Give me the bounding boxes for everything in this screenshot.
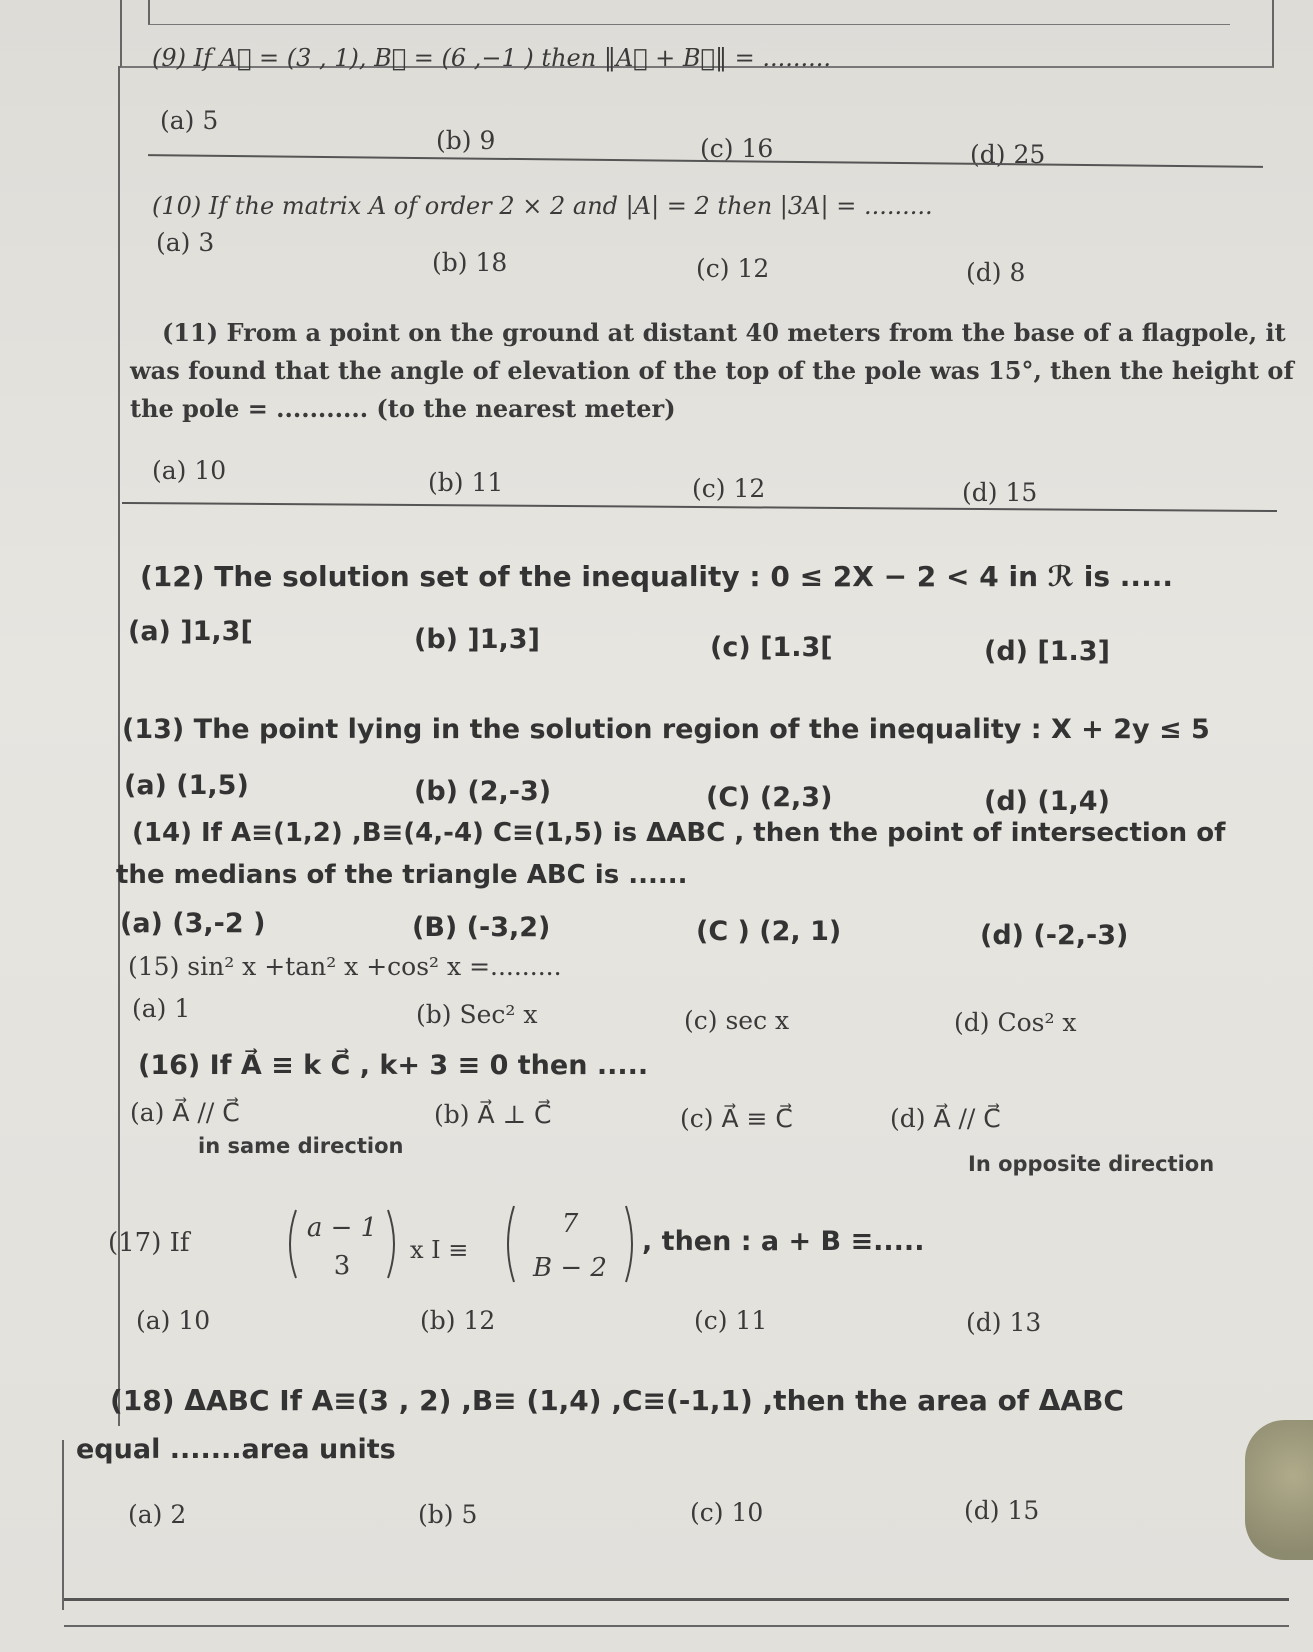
- q17-right-matrix-bottom: B − 2: [533, 1253, 607, 1283]
- q16-option-d[interactable]: (d) A⃗ // C⃗: [890, 1104, 1001, 1133]
- q9-option-a[interactable]: (a) 5: [160, 106, 219, 135]
- q14-option-c[interactable]: (C ) (2, 1): [696, 916, 842, 947]
- question-17-label: (17) If: [108, 1228, 190, 1258]
- q17-option-a[interactable]: (a) 10: [136, 1306, 211, 1335]
- bottom-border-inner: [64, 1625, 1289, 1627]
- q17-left-matrix-bottom: 3: [333, 1251, 351, 1281]
- q17-tail: , then : a + B ≡.....: [642, 1226, 925, 1257]
- q16-option-c[interactable]: (c) A⃗ ≡ C⃗: [680, 1104, 793, 1133]
- question-11-line-2: was found that the angle of elevation of the top of the pole was 15°, then the height of: [130, 356, 1294, 385]
- q11-option-b[interactable]: (b) 11: [428, 468, 504, 497]
- q15-option-c[interactable]: (c) sec x: [684, 1006, 790, 1035]
- q15-option-b[interactable]: (b) Sec² x: [416, 1000, 538, 1029]
- q16-option-b[interactable]: (b) A⃗ ⊥ C⃗: [434, 1100, 552, 1129]
- left-border-lower: [62, 1440, 64, 1610]
- q13-option-a[interactable]: (a) (1,5): [124, 770, 249, 801]
- q11-option-d[interactable]: (d) 15: [962, 478, 1038, 507]
- q18-option-d[interactable]: (d) 15: [964, 1496, 1040, 1525]
- q11-option-a[interactable]: (a) 10: [152, 456, 227, 485]
- q13-option-d[interactable]: (d) (1,4): [984, 786, 1110, 817]
- q11-option-c[interactable]: (c) 12: [692, 474, 766, 503]
- q13-option-b[interactable]: (b) (2,-3): [414, 776, 552, 807]
- q17-right-matrix: [500, 1200, 640, 1288]
- q12-option-b[interactable]: (b) ]1,3]: [414, 624, 540, 655]
- q15-option-a[interactable]: (a) 1: [132, 994, 191, 1023]
- q14-option-a[interactable]: (a) (3,-2 ): [120, 908, 266, 939]
- q9-option-b[interactable]: (b) 9: [436, 126, 496, 155]
- q16-option-a[interactable]: (a) A⃗ // C⃗: [130, 1098, 240, 1127]
- q14-option-b[interactable]: (B) (-3,2): [412, 912, 551, 943]
- q13-option-c[interactable]: (C) (2,3): [706, 782, 833, 813]
- question-14-line-1: (14) If A≡(1,2) ,B≡(4,-4) C≡(1,5) is ΔABC , then the point of intersection of: [132, 818, 1226, 848]
- q12-option-a[interactable]: (a) ]1,3[: [128, 616, 253, 647]
- q17-option-c[interactable]: (c) 11: [694, 1306, 768, 1335]
- q15-option-d[interactable]: (d) Cos² x: [954, 1008, 1077, 1037]
- question-14-line-2: the medians of the triangle ABC is ......: [116, 860, 688, 890]
- left-border: [118, 66, 120, 1426]
- q18-option-a[interactable]: (a) 2: [128, 1500, 187, 1529]
- question-11-line-3: the pole = ........... (to the nearest meter): [130, 394, 676, 423]
- q10-option-a[interactable]: (a) 3: [156, 228, 215, 257]
- question-11-line-1: (11) From a point on the ground at distant 40 meters from the base of a flagpole, it: [162, 318, 1286, 347]
- q10-option-b[interactable]: (b) 18: [432, 248, 508, 277]
- q10-option-c[interactable]: (c) 12: [696, 254, 770, 283]
- question-9: (9) If A⃗ = (3 , 1), B⃗ = (6 ,−1 ) then ‖A⃗ + B⃗‖ = .........: [152, 44, 831, 72]
- question-16: (16) If A⃗ ≡ k C⃗ , k+ 3 ≡ 0 then .....: [138, 1050, 649, 1081]
- thumb-in-frame: [1245, 1420, 1313, 1560]
- q16-option-d-note: In opposite direction: [968, 1152, 1215, 1176]
- q10-option-d[interactable]: (d) 8: [966, 258, 1026, 287]
- q17-option-b[interactable]: (b) 12: [420, 1306, 496, 1335]
- header-inner-box: [148, 0, 1230, 25]
- q12-option-c[interactable]: (c) [1.3[: [710, 632, 833, 663]
- divider: [122, 502, 1277, 512]
- q17-operator: x I ≡: [410, 1236, 469, 1264]
- question-18-line-1: (18) ΔABC If A≡(3 , 2) ,B≡ (1,4) ,C≡(-1,1) ,then the area of ΔABC: [110, 1384, 1124, 1417]
- question-15: (15) sin² x +tan² x +cos² x =.........: [128, 952, 562, 981]
- q17-left-matrix-top: a − 1: [306, 1213, 378, 1243]
- bottom-border: [64, 1598, 1289, 1601]
- q18-option-b[interactable]: (b) 5: [418, 1500, 478, 1529]
- q14-option-d[interactable]: (d) (-2,-3): [980, 920, 1129, 951]
- question-18-line-2: equal .......area units: [76, 1434, 396, 1465]
- q18-option-c[interactable]: (c) 10: [690, 1498, 764, 1527]
- q17-right-matrix-top: 7: [561, 1209, 579, 1239]
- question-13: (13) The point lying in the solution region of the inequality : X + 2y ≤ 5: [122, 714, 1210, 745]
- q16-option-a-note: in same direction: [198, 1134, 404, 1158]
- q12-option-d[interactable]: (d) [1.3]: [984, 636, 1110, 667]
- q17-left-matrix: [282, 1204, 402, 1284]
- q9-option-d[interactable]: (d) 25: [970, 140, 1046, 169]
- q9-option-c[interactable]: (c) 16: [700, 134, 774, 163]
- question-10: (10) If the matrix A of order 2 × 2 and |A| = 2 then |3A| = .........: [152, 192, 933, 220]
- question-12: (12) The solution set of the inequality : 0 ≤ 2X − 2 < 4 in ℛ is .....: [140, 560, 1173, 593]
- q17-option-d[interactable]: (d) 13: [966, 1308, 1042, 1337]
